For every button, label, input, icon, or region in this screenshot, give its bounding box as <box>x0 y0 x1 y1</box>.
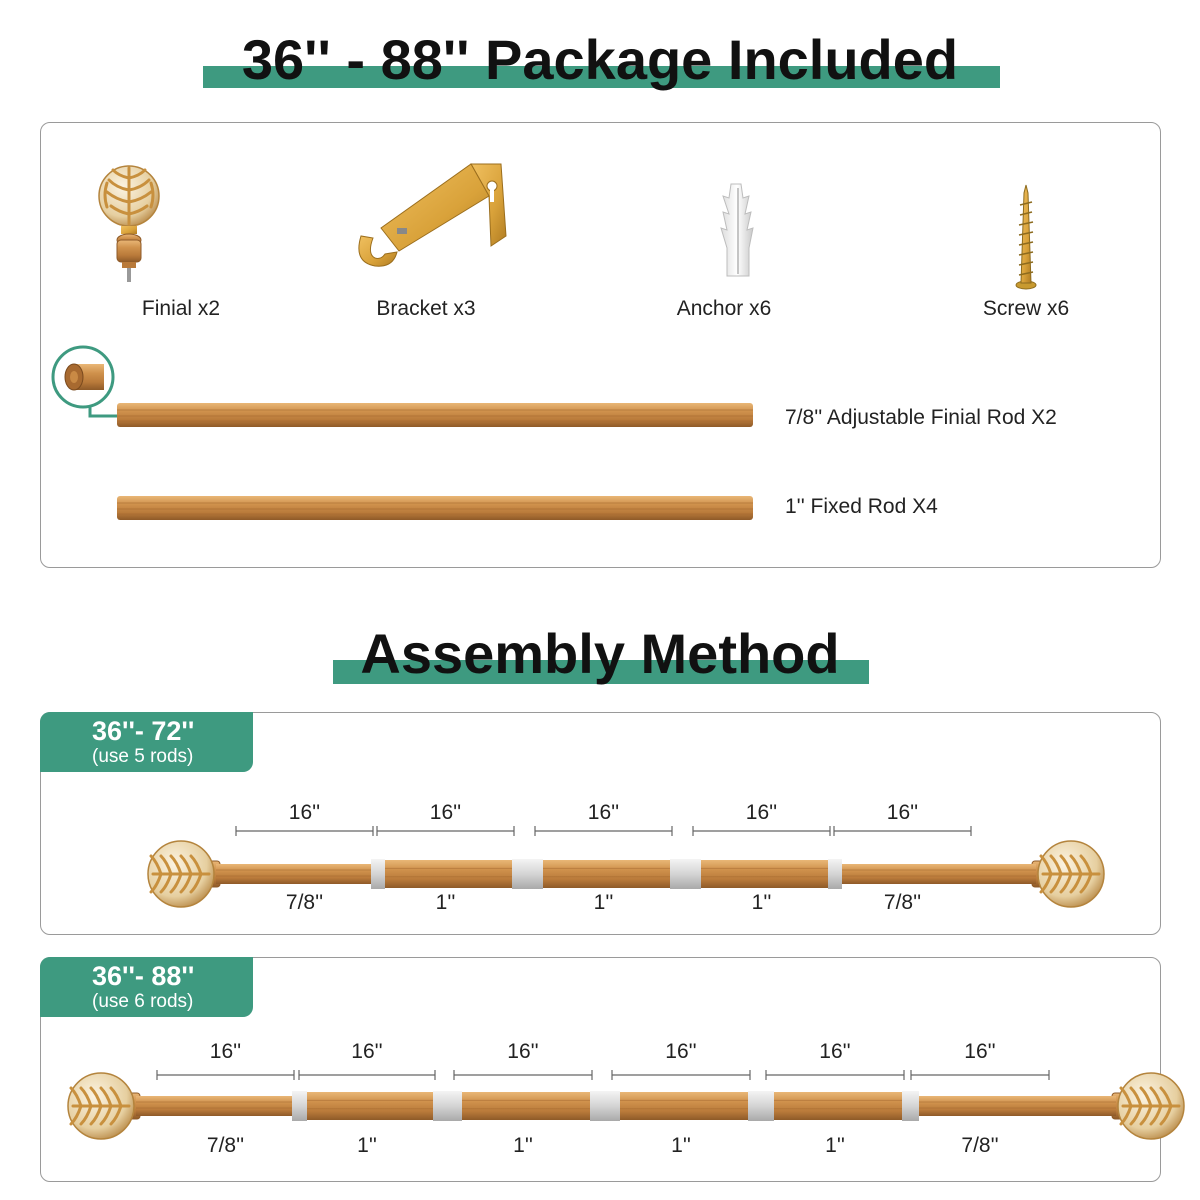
finial-ball-icon <box>1118 1073 1184 1139</box>
package-heading <box>0 28 1200 98</box>
segment-length-label: 16'' <box>587 801 620 824</box>
rod-segment <box>216 864 373 884</box>
config-range: 36''- 88'' <box>92 961 195 991</box>
segment-length-label: 16'' <box>886 801 919 824</box>
rod-segment <box>766 1092 904 1120</box>
bracket-label: Bracket x3 <box>376 297 476 320</box>
config-panel-5-rods <box>40 712 1161 935</box>
rod-joint <box>748 1091 774 1121</box>
fixed-rod-label: 1'' Fixed Rod X4 <box>785 495 938 518</box>
assembly-heading <box>0 620 1200 690</box>
screw-label: Screw x6 <box>982 297 1070 320</box>
rod-joint <box>371 859 385 889</box>
rod-joint <box>433 1091 462 1121</box>
dimension-line <box>454 1070 592 1080</box>
dimension-line <box>911 1070 1049 1080</box>
rod-segment <box>834 864 1036 884</box>
dimension-line <box>377 826 514 836</box>
segment-diameter-label: 1'' <box>751 891 772 914</box>
rod-joint <box>670 859 701 889</box>
rod-joint <box>902 1091 919 1121</box>
config-panel-6-rods <box>40 957 1161 1182</box>
segment-diameter-label: 7/8'' <box>883 891 922 914</box>
dimension-line <box>299 1070 435 1080</box>
anchor-icon <box>711 178 771 288</box>
segment-length-label: 16'' <box>429 801 462 824</box>
segment-diameter-label: 1'' <box>671 1134 691 1157</box>
dimension-line <box>693 826 830 836</box>
adjustable-rod-label: 7/8'' Adjustable Finial Rod X2 <box>785 406 1057 429</box>
segment-length-label: 16'' <box>288 801 321 824</box>
segment-length-label: 16'' <box>507 1040 539 1063</box>
rod-segment <box>136 1096 294 1116</box>
finial-label: Finial x2 <box>141 297 221 320</box>
segment-length-label: 16'' <box>665 1040 697 1063</box>
segment-diameter-label: 7/8'' <box>961 1134 999 1157</box>
rod-segment <box>911 1096 1116 1116</box>
segment-diameter-label: 7/8'' <box>285 891 324 914</box>
dimension-line <box>834 826 971 836</box>
rod-segment <box>612 1092 750 1120</box>
finial-ball-icon <box>1038 841 1104 907</box>
segment-diameter-label: 1'' <box>513 1134 533 1157</box>
finial-icon <box>99 148 219 298</box>
config-note: (use 6 rods) <box>92 991 194 1012</box>
package-panel <box>40 122 1161 568</box>
adjustable-rod-icon <box>117 403 757 433</box>
rod-segment <box>693 860 830 888</box>
rod-segment <box>299 1092 435 1120</box>
dimension-line <box>612 1070 750 1080</box>
segment-length-label: 16'' <box>351 1040 383 1063</box>
screw-icon <box>1013 185 1053 295</box>
package-title: 36'' - 88'' Package Included <box>241 28 959 91</box>
segment-length-label: 16'' <box>819 1040 851 1063</box>
segment-length-label: 16'' <box>209 1040 242 1063</box>
rod-joint <box>590 1091 620 1121</box>
dimension-line <box>236 826 373 836</box>
assembly-title: Assembly Method <box>360 622 840 685</box>
rod-joint <box>828 859 842 889</box>
rod-joint <box>512 859 543 889</box>
rod-segment <box>454 1092 592 1120</box>
segment-length-label: 16'' <box>964 1040 996 1063</box>
config-range: 36''- 72'' <box>92 716 195 746</box>
segment-diameter-label: 1'' <box>825 1134 845 1157</box>
rod-segment <box>377 860 514 888</box>
finial-ball-icon <box>68 1073 134 1139</box>
segment-diameter-label: 7/8'' <box>206 1134 245 1157</box>
config-note: (use 5 rods) <box>92 746 194 767</box>
fixed-rod-icon <box>117 496 757 526</box>
rod-segment <box>535 860 672 888</box>
dimension-line <box>157 1070 294 1080</box>
anchor-label: Anchor x6 <box>676 297 772 320</box>
rod-joint <box>292 1091 307 1121</box>
segment-length-label: 16'' <box>745 801 778 824</box>
dimension-line <box>766 1070 904 1080</box>
bracket-icon <box>351 156 521 276</box>
segment-diameter-label: 1'' <box>593 891 614 914</box>
finial-ball-icon <box>148 841 214 907</box>
dimension-line <box>535 826 672 836</box>
segment-diameter-label: 1'' <box>435 891 456 914</box>
segment-diameter-label: 1'' <box>357 1134 377 1157</box>
